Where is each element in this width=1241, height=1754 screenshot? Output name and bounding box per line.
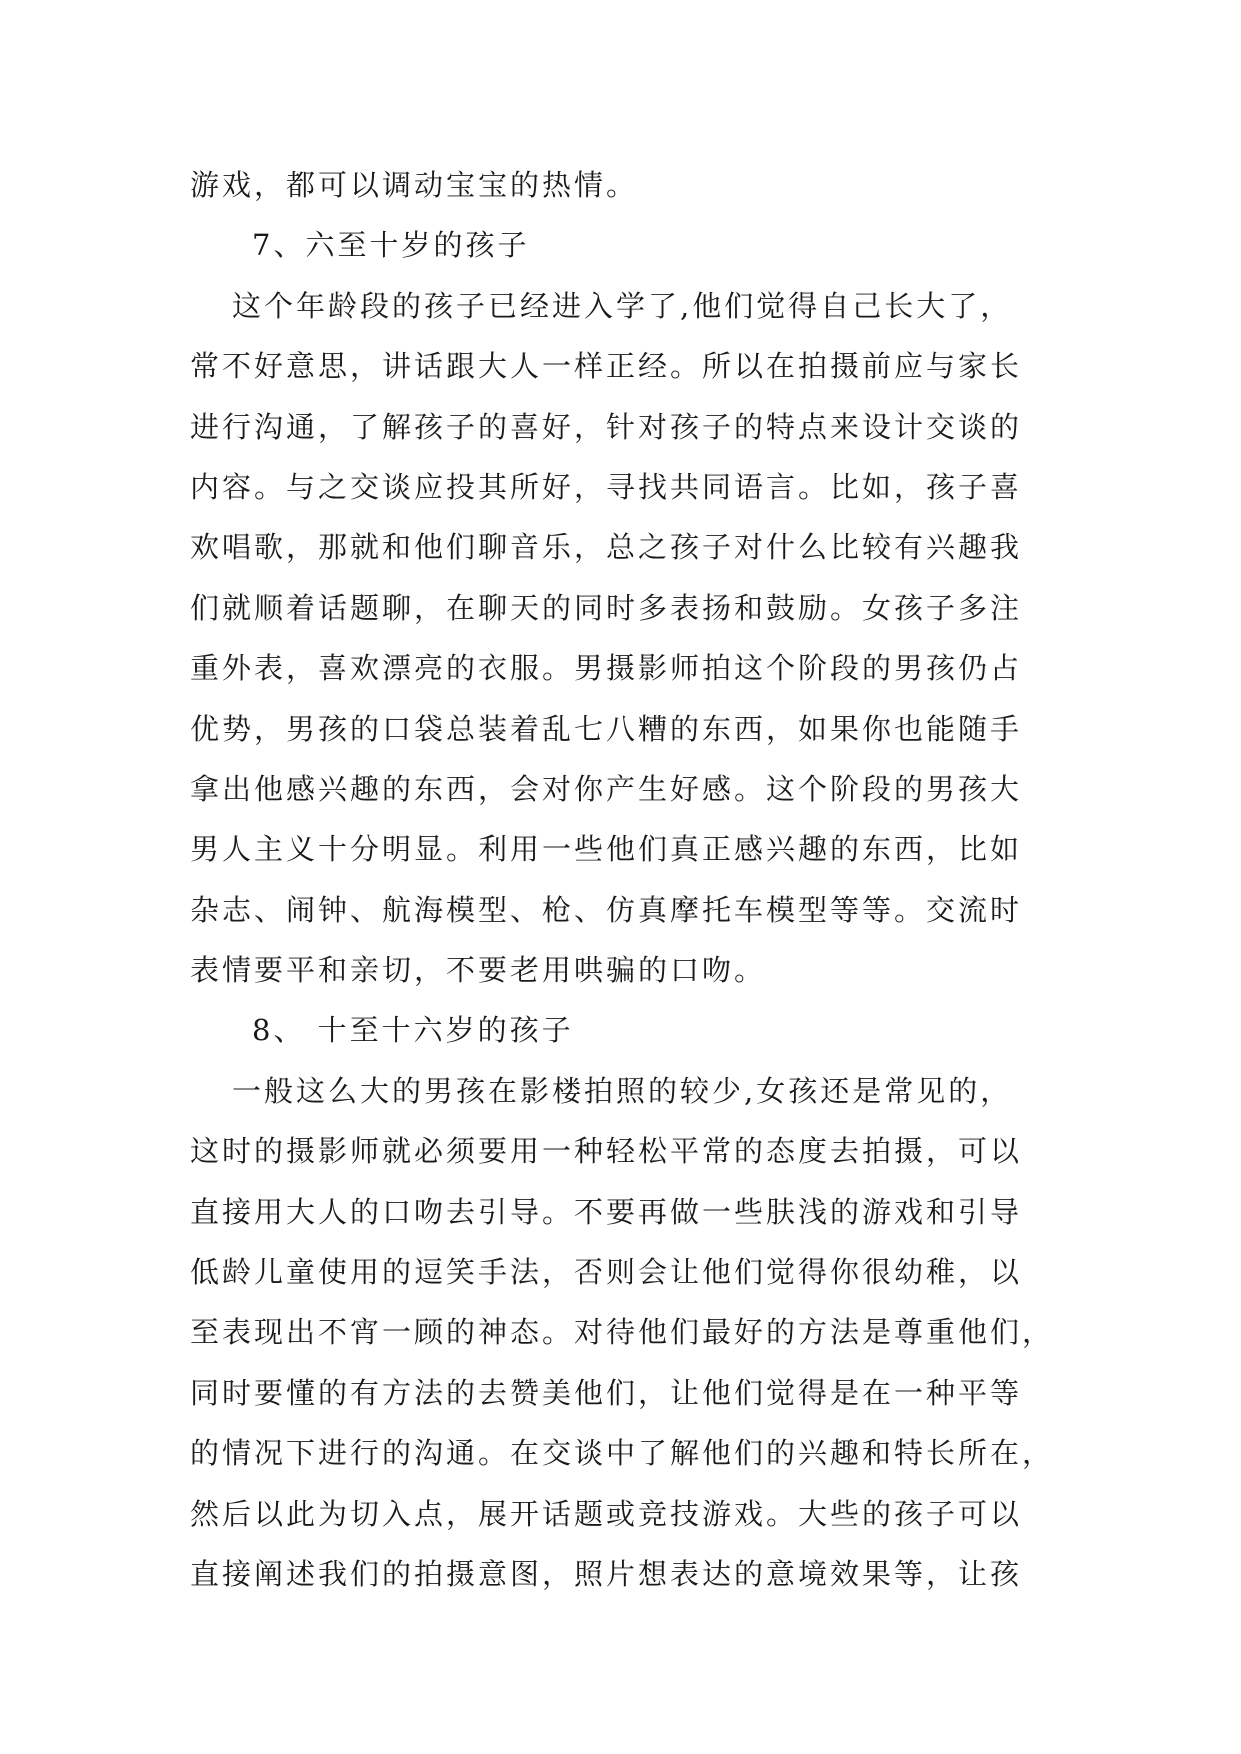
text-line: 的情况下进行的沟通。在交谈中了解他们的兴趣和特长所在， xyxy=(190,1436,1055,1471)
text-line: 重外表，喜欢漂亮的衣服。男摄影师拍这个阶段的男孩仍占 xyxy=(190,651,1023,686)
text-line: 杂志、闹钟、航海模型、枪、仿真摩托车模型等等。交流时 xyxy=(190,892,1023,927)
section-heading: 7、六至十岁的孩子 xyxy=(252,228,530,263)
text-line: 这时的摄影师就必须要用一种轻松平常的态度去拍摄，可以 xyxy=(190,1134,1023,1169)
text-column xyxy=(190,155,1090,1604)
text-line: 们就顺着话题聊，在聊天的同时多表扬和鼓励。女孩子多注 xyxy=(190,590,1023,625)
text-line: 常不好意思，讲话跟大人一样正经。所以在拍摄前应与家长 xyxy=(190,349,1023,384)
text-line: 低龄儿童使用的逗笑手法，否则会让他们觉得你很幼稚，以 xyxy=(190,1255,1023,1290)
text-line: 直接用大人的口吻去引导。不要再做一些肤浅的游戏和引导 xyxy=(190,1194,1023,1229)
text-line: 然后以此为切入点，展开话题或竞技游戏。大些的孩子可以 xyxy=(190,1496,1023,1531)
text-line: 拿出他感兴趣的东西，会对你产生好感。这个阶段的男孩大 xyxy=(190,771,1023,806)
text-line: 欢唱歌，那就和他们聊音乐，总之孩子对什么比较有兴趣我 xyxy=(190,530,1023,565)
text-line: 游戏，都可以调动宝宝的热情。 xyxy=(190,168,639,202)
text-line: 直接阐述我们的拍摄意图，照片想表达的意境效果等，让孩 xyxy=(190,1556,1023,1591)
paragraph-first-line: 这个年龄段的孩子已经进入学了,他们觉得自己长大了， xyxy=(232,288,1013,323)
text-line: 表情要平和亲切，不要老用哄骗的口吻。 xyxy=(190,953,767,988)
text-line: 至表现出不宵一顾的神态。对待他们最好的方法是尊重他们， xyxy=(190,1315,1055,1350)
text-line: 男人主义十分明显。利用一些他们真正感兴趣的东西，比如 xyxy=(190,832,1023,867)
text-line: 内容。与之交谈应投其所好，寻找共同语言。比如，孩子喜 xyxy=(190,469,1023,504)
text-line: 进行沟通，了解孩子的喜好，针对孩子的特点来设计交谈的 xyxy=(190,409,1023,444)
text-line: 同时要懂的有方法的去赞美他们，让他们觉得是在一种平等 xyxy=(190,1375,1023,1410)
paragraph-first-line: 一般这么大的男孩在影楼拍照的较少,女孩还是常见的， xyxy=(232,1073,1013,1108)
section-heading: 8、 十至十六岁的孩子 xyxy=(252,1013,574,1048)
text-line: 优势，男孩的口袋总装着乱七八糟的东西，如果你也能随手 xyxy=(190,711,1023,746)
